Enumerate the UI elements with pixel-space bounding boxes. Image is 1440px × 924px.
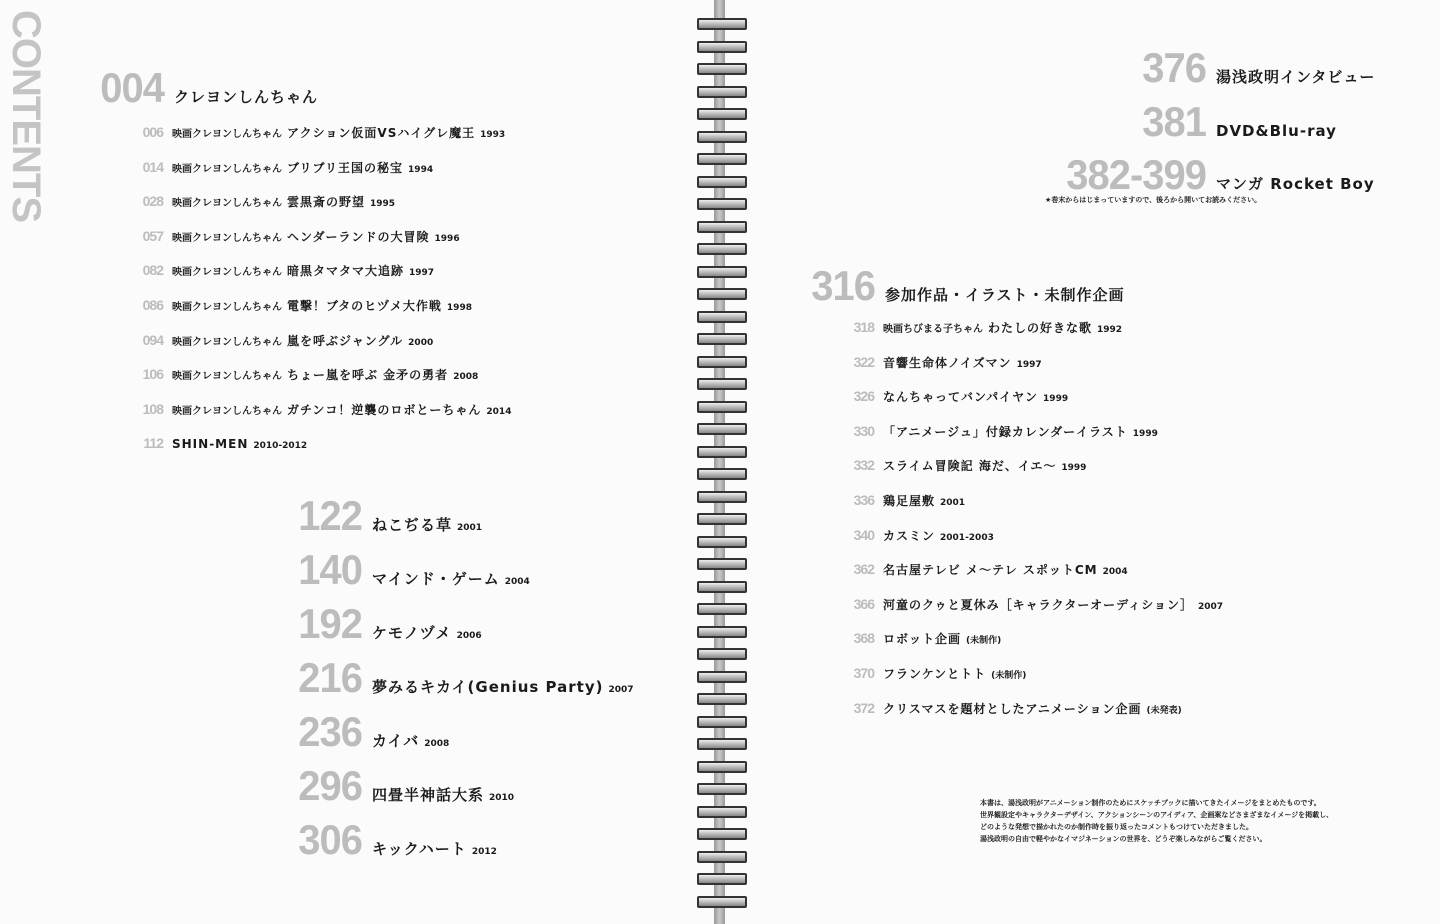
page-number: 192 <box>298 600 362 647</box>
entry-title-group <box>1206 121 1337 140</box>
spiral-ring <box>697 333 747 345</box>
entry-year: 1999 <box>1061 463 1087 474</box>
page-number: 326 <box>853 388 874 405</box>
entry-year: (未発表) <box>1146 705 1182 716</box>
entry-year: 2001-2003 <box>940 532 994 543</box>
entry-title-group <box>883 317 1122 336</box>
entry-year: (未制作) <box>966 636 1002 647</box>
spiral-ring <box>697 446 747 458</box>
entry-year: 2004 <box>1102 567 1128 578</box>
entry-title-group <box>883 352 1042 371</box>
toc-entry[interactable] <box>133 122 505 141</box>
page-number: 316 <box>811 262 875 309</box>
toc-entry[interactable] <box>284 816 497 864</box>
page-number: 094 <box>142 331 163 348</box>
entry-title-group <box>362 568 530 589</box>
toc-entry[interactable] <box>844 525 994 544</box>
toc-entry[interactable] <box>284 546 530 594</box>
page-number: 216 <box>298 654 362 701</box>
entry-year: 1997 <box>1016 359 1042 370</box>
spiral-ring <box>697 176 747 188</box>
entry-year: 2007 <box>1197 601 1224 612</box>
page-number: 332 <box>853 457 874 474</box>
spiral-ring <box>697 86 747 98</box>
entry-title: 嵐を呼ぶジャングル <box>287 333 404 348</box>
spiral-ring <box>697 671 747 683</box>
spiral-ring <box>697 198 747 210</box>
entry-title: フランケンとトト <box>883 667 987 681</box>
entry-prefix: 映画クレヨンしんちゃん <box>172 336 282 348</box>
entry-title-group <box>172 260 434 279</box>
toc-entry[interactable] <box>284 492 482 540</box>
entry-title-group <box>362 784 514 805</box>
spiral-ring <box>697 648 747 660</box>
page-number: 086 <box>142 297 163 313</box>
toc-entry[interactable] <box>844 594 1223 613</box>
entry-title-group <box>1206 66 1375 87</box>
toc-entry[interactable] <box>844 698 1182 717</box>
page-number: 140 <box>298 546 362 593</box>
page-number: 368 <box>853 630 874 647</box>
spiral-ring <box>697 243 747 255</box>
entry-year: 2008 <box>424 739 450 749</box>
entry-title-group <box>883 490 965 509</box>
entry-title: 名古屋テレビ メ〜テレ スポットCM <box>883 563 1098 578</box>
entry-year: 1997 <box>409 268 435 279</box>
entry-title-group <box>362 676 634 697</box>
entry-title-group <box>172 191 395 210</box>
entry-year: 2010 <box>489 793 515 803</box>
spiral-ring <box>697 828 747 840</box>
entry-prefix: 映画クレヨンしんちゃん <box>172 129 282 140</box>
entry-title: アクション仮面VSハイグレ魔王 <box>287 126 476 140</box>
spiral-ring <box>697 896 747 908</box>
spiral-ring <box>697 356 747 368</box>
entry-title-group <box>164 86 318 107</box>
spiral-ring <box>697 738 747 750</box>
toc-entry[interactable] <box>844 386 1068 405</box>
entry-year: (未制作) <box>991 671 1027 681</box>
entry-year: 2010-2012 <box>253 441 308 452</box>
toc-entry[interactable] <box>133 433 307 452</box>
entry-title-group <box>172 330 433 349</box>
contents-label: CONTENTS <box>4 10 48 222</box>
spiral-ring <box>697 41 747 53</box>
entry-title-group <box>362 730 449 751</box>
entry-year: 1999 <box>1132 428 1158 439</box>
spiral-ring <box>697 401 747 413</box>
entry-prefix: 映画クレヨンしんちゃん <box>172 302 282 313</box>
toc-entry[interactable] <box>133 330 433 349</box>
spiral-ring <box>697 558 747 570</box>
toc-entry[interactable] <box>284 708 449 756</box>
entry-title-group <box>883 698 1182 717</box>
entry-title: DVD&Blu-ray <box>1216 121 1337 140</box>
entry-title: キックハート <box>372 840 467 858</box>
page-number: 004 <box>100 64 164 111</box>
spiral-ring <box>697 491 747 503</box>
entry-year: 1995 <box>370 199 396 210</box>
spiral-ring <box>697 266 747 278</box>
spiral-ring <box>697 153 747 165</box>
page-number: 006 <box>142 124 163 140</box>
entry-title: 参加作品・イラスト・未制作企画 <box>885 286 1125 304</box>
entry-title: ヘンダーランドの大冒険 <box>287 229 430 244</box>
entry-title: 四畳半神話大系 <box>372 786 485 804</box>
entry-title-group <box>172 157 433 176</box>
spiral-ring <box>697 581 747 593</box>
page-number: 306 <box>298 816 362 863</box>
entry-title-group <box>172 433 307 452</box>
spiral-ring <box>697 108 747 120</box>
spiral-ring <box>697 873 747 885</box>
entry-title: 河童のクゥと夏休み［キャラクターオーディション］ <box>883 597 1193 612</box>
spiral-ring <box>697 603 747 615</box>
entry-title: なんちゃってバンパイヤン <box>883 390 1039 405</box>
entry-title-group <box>362 514 482 535</box>
entry-year: 2000 <box>408 337 434 348</box>
entry-title: SHIN-MEN <box>172 437 249 452</box>
entry-year: 2001 <box>457 523 483 533</box>
entry-title: マインド・ゲーム <box>372 570 500 588</box>
intro-line: 世界観設定やキャラクターデザイン、アクションシーンのアイディア、企画案などさまざまなイメージを掲載し、 <box>980 811 1334 819</box>
page-number: 381 <box>1142 97 1206 145</box>
page-number: 057 <box>142 227 163 244</box>
page-number: 376 <box>1142 44 1206 91</box>
entry-title-group <box>172 399 511 418</box>
entry-prefix: 映画クレヨンしんちゃん <box>172 163 282 175</box>
page-number: 322 <box>853 353 874 370</box>
entry-title: カイバ <box>372 732 420 750</box>
entry-year: 1999 <box>1043 394 1069 405</box>
entry-title: 音響生命体ノイズマン <box>883 355 1012 370</box>
toc-entry[interactable] <box>284 762 514 810</box>
toc-entry[interactable] <box>133 226 460 245</box>
entry-title: ねこぢる草 <box>372 516 453 534</box>
toc-entry[interactable] <box>844 352 1042 371</box>
intro-text <box>980 797 1333 845</box>
entry-year: 2012 <box>471 847 497 857</box>
entry-year: 2007 <box>608 685 634 695</box>
page-number: 028 <box>142 193 163 210</box>
entry-year: 2001 <box>940 498 966 508</box>
toc-entry[interactable] <box>1030 98 1337 146</box>
toc-entry[interactable] <box>805 262 1125 310</box>
entry-title: 電撃！ブタのヒヅメ大作戦 <box>287 299 442 313</box>
toc-entry[interactable] <box>88 64 318 112</box>
page-number: 382-399 <box>1066 151 1206 198</box>
page-number: 362 <box>853 561 874 578</box>
entry-title-group <box>172 364 478 383</box>
entry-title-group <box>1206 173 1375 194</box>
page-number: 236 <box>298 708 362 755</box>
entry-year: 2006 <box>456 631 482 641</box>
spiral-ring <box>697 851 747 863</box>
entry-prefix: 映画クレヨンしんちゃん <box>172 232 282 244</box>
entry-title-group <box>883 455 1086 474</box>
entry-prefix: 映画ちびまる子ちゃん <box>883 324 983 335</box>
entry-title: ブリブリ王国の秘宝 <box>287 160 404 175</box>
contents-heading <box>4 10 48 222</box>
page-number: 122 <box>298 492 362 539</box>
entry-title: 鶏足屋敷 <box>883 494 936 508</box>
page-number: 318 <box>853 319 874 335</box>
spiral-ring <box>697 693 747 705</box>
toc-entry[interactable] <box>844 490 965 509</box>
page-number: 340 <box>853 526 874 543</box>
spiral-ring <box>697 761 747 773</box>
spiral-ring <box>697 378 747 390</box>
entry-title-group <box>883 525 994 544</box>
page-number: 330 <box>853 422 874 439</box>
toc-entry[interactable] <box>844 628 1001 647</box>
spiral-ring <box>697 806 747 818</box>
entry-title: 暗黒タマタマ大追跡 <box>287 264 405 279</box>
entry-title-group <box>875 284 1125 305</box>
entry-title-group <box>172 226 460 245</box>
entry-title: 雲黒斎の野望 <box>287 195 366 210</box>
toc-entry[interactable] <box>284 600 482 648</box>
entry-title: マンガ Rocket Boy <box>1216 175 1375 193</box>
spiral-ring <box>697 131 747 143</box>
spiral-ring <box>697 716 747 728</box>
entry-title: ガチンコ！逆襲のロボとーちゃん <box>287 402 482 417</box>
entry-year: 2008 <box>453 372 479 383</box>
toc-entry[interactable] <box>133 295 472 314</box>
page-number: 112 <box>143 435 163 452</box>
spiral-ring <box>697 468 747 480</box>
entry-year: 1994 <box>408 164 434 175</box>
entry-year: 1996 <box>434 233 460 244</box>
entry-title-group <box>883 386 1068 405</box>
toc-entry[interactable] <box>844 559 1128 578</box>
toc-entry[interactable] <box>133 399 511 418</box>
entry-title: カスミン <box>883 528 936 543</box>
entry-title-group <box>362 622 482 643</box>
intro-line: 本書は、湯浅政明がアニメーション制作のためにスケッチブックに描いてきたイメージをまとめたものです。 <box>980 799 1321 807</box>
toc-entry[interactable] <box>133 157 433 176</box>
entry-prefix: 映画クレヨンしんちゃん <box>172 371 282 383</box>
entry-title: クレヨンしんちゃん <box>174 88 319 106</box>
entry-year: 2014 <box>486 406 512 417</box>
page-number: 014 <box>142 158 163 175</box>
toc-entry[interactable] <box>844 663 1026 682</box>
entry-title-group <box>883 421 1158 440</box>
page-number: 370 <box>853 665 874 681</box>
reading-note: ★巻末からはじまっていますので、後ろから開いてお読みください。 <box>1045 196 1262 204</box>
entry-title-group <box>172 122 505 141</box>
entry-year: 1998 <box>446 303 472 313</box>
entry-title-group <box>883 594 1223 613</box>
entry-prefix: 映画クレヨンしんちゃん <box>172 405 282 417</box>
entry-title: ちょー嵐を呼ぶ 金矛の勇者 <box>287 368 449 383</box>
toc-entry[interactable] <box>1030 151 1375 199</box>
entry-title-group <box>883 559 1128 578</box>
entry-title: 湯浅政明インタビュー <box>1216 68 1376 86</box>
entry-title: 夢みるキカイ(Genius Party) <box>372 678 604 696</box>
intro-line: どのような発想で描かれたのか制作時を振り返ったコメントもつけていただきました。 <box>980 823 1253 831</box>
toc-entry[interactable] <box>133 260 434 279</box>
page-number: 366 <box>853 595 874 612</box>
spiral-ring <box>697 536 747 548</box>
spiral-ring <box>697 626 747 638</box>
entry-prefix: 映画クレヨンしんちゃん <box>172 198 282 210</box>
entry-title: わたしの好きな歌 <box>988 321 1093 335</box>
entry-year: 1992 <box>1097 325 1123 335</box>
intro-line: 湯浅政明の自由で軽やかなイマジネーションの世界を、どうぞ楽しみながらご覧ください。 <box>980 835 1267 843</box>
entry-year: 1993 <box>480 130 506 140</box>
spiral-ring <box>697 311 747 323</box>
entry-prefix: 映画クレヨンしんちゃん <box>172 267 282 279</box>
spiral-ring <box>697 513 747 525</box>
page-number: 106 <box>142 366 163 383</box>
entry-title: ロボット企画 <box>883 632 962 647</box>
spiral-ring <box>697 783 747 795</box>
page-number: 082 <box>142 262 163 279</box>
entry-title: ケモノヅメ <box>372 624 452 642</box>
entry-title-group <box>883 628 1001 647</box>
page-number: 372 <box>853 699 874 716</box>
toc-entry[interactable] <box>133 191 395 210</box>
entry-title: 「アニメージュ」付録カレンダーイラスト <box>883 424 1128 439</box>
entry-year: 2004 <box>504 577 530 587</box>
spiral-ring <box>697 63 747 75</box>
spiral-ring <box>697 221 747 233</box>
entry-title: クリスマスを題材としたアニメーション企画 <box>883 701 1142 716</box>
entry-title-group <box>172 295 472 314</box>
entry-title-group <box>362 838 497 859</box>
entry-title-group <box>883 663 1026 682</box>
page-number: 108 <box>142 400 163 417</box>
toc-entry[interactable] <box>284 654 634 702</box>
toc-entry[interactable] <box>1030 44 1375 92</box>
toc-entry[interactable] <box>844 421 1158 440</box>
page-number: 336 <box>853 492 874 508</box>
toc-entry[interactable] <box>133 364 478 383</box>
spiral-ring <box>697 423 747 435</box>
toc-entry[interactable] <box>844 317 1122 336</box>
spiral-ring <box>697 18 747 30</box>
entry-title: スライム冒険記 海だ、イエ〜 <box>883 459 1057 474</box>
toc-entry[interactable] <box>844 455 1086 474</box>
page-number: 296 <box>298 762 362 809</box>
spiral-ring <box>697 288 747 300</box>
